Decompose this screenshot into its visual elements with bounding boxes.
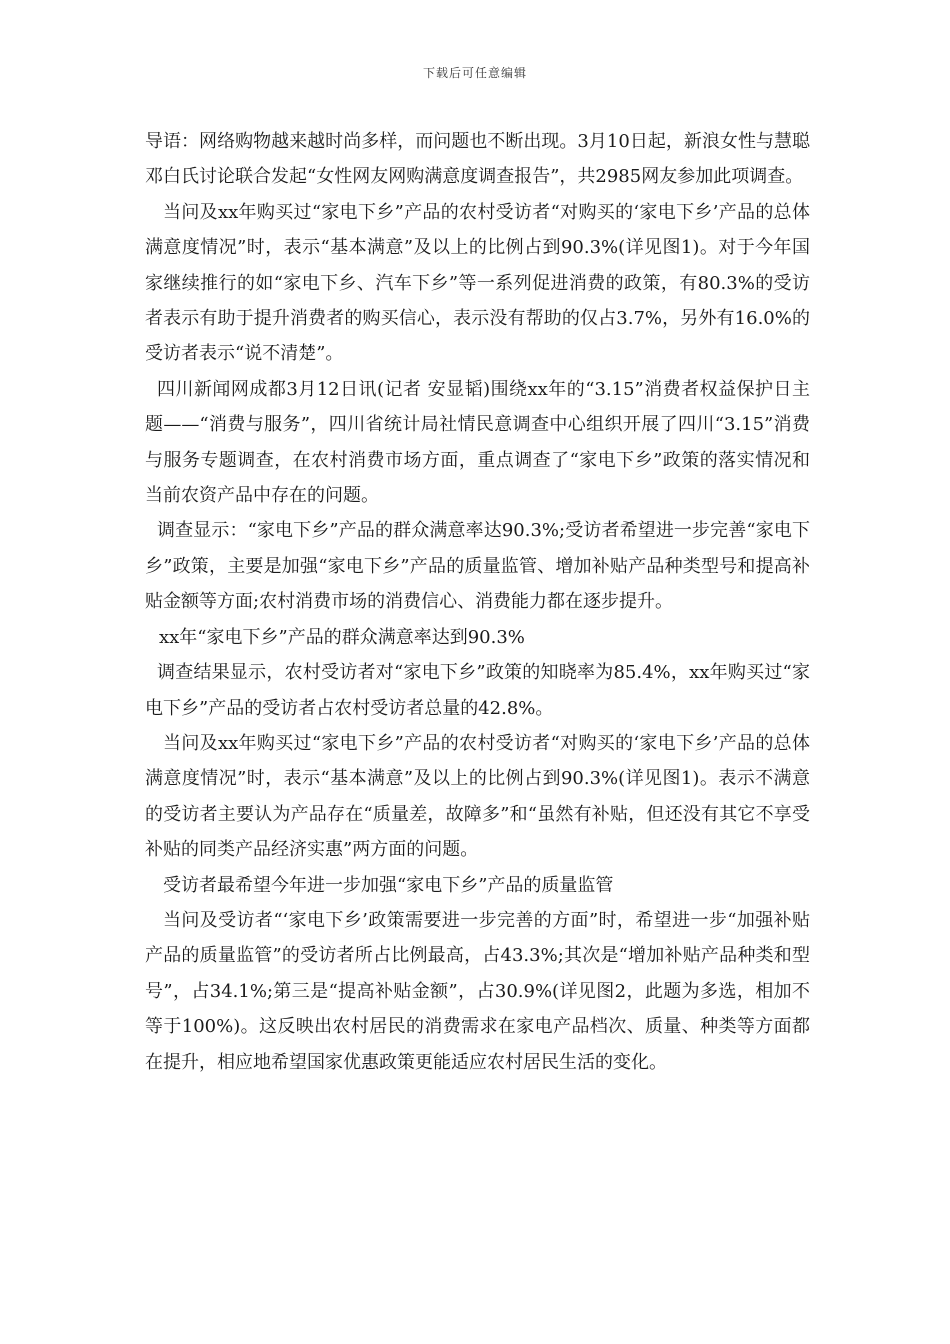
paragraph-policy-improvement: 当问及受访者“‘家电下乡’政策需要进一步完善的方面”时，希望进一步“加强补贴产品的质量监管”的受访者所占比例最高，占43.3%;其次是“增加补贴产品种类和型号”，占34.1%;第三是“提高补贴金额”，占30.9%(详见图2，此题为多选，相加不等于100%)。这反映出农村居民的消费需求在家电产品档次、质量、种类等方面都在提升，相应地希望国家优惠政策更能适应农村居民生活的变化。 <box>145 909 810 1073</box>
paragraph-awareness-rate: 调查结果显示，农村受访者对“家电下乡”政策的知晓率为85.4%，xx年购买过“家电下乡”产品的受访者占农村受访者总量的42.8%。 <box>145 662 810 719</box>
paragraph-survey-results: 调查显示：“家电下乡”产品的群众满意率达90.3%;受访者希望进一步完善“家电下乡”政策，主要是加强“家电下乡”产品的质量监管、增加补贴产品种类型号和提高补贴金额等方面;农村消费市场的消费信心、消费能力都在逐步提升。 <box>145 520 810 613</box>
section-heading-quality-supervision: 受访者最希望今年进一步加强“家电下乡”产品的质量监管 <box>163 874 614 896</box>
document-body <box>145 124 810 1080</box>
paragraph-satisfaction-survey: 当问及xx年购买过“家电下乡”产品的农村受访者“对购买的‘家电下乡’产品的总体满意度情况”时，表示“基本满意”及以上的比例占到90.3%(详见图1)。对于今年国家继续推行的如“家电下乡、汽车下乡”等一系列促进消费的政策，有80.3%的受访者表示有助于提升消费者的购买信心，表示没有帮助的仅占3.7%，另外有16.0%的受访者表示“说不清楚”。 <box>145 201 810 365</box>
page-header: 下载后可任意编辑 <box>422 66 527 80</box>
paragraph-sichuan-news: 四川新闻网成都3月12日讯(记者 安显韬)围绕xx年的“3.15”消费者权益保护日主题——“消费与服务”，四川省统计局社情民意调查中心组织开展了四川“3.15”消费与服务专题调查，在农村消费市场方面，重点调查了“家电下乡”政策的落实情况和当前农资产品中存在的问题。 <box>145 378 810 507</box>
paragraph-dissatisfaction: 当问及xx年购买过“家电下乡”产品的农村受访者“对购买的‘家电下乡’产品的总体满意度情况”时，表示“基本满意”及以上的比例占到90.3%(详见图1)。表示不满意的受访者主要认为产品存在“质量差，故障多”和“虽然有补贴，但还没有其它不享受补贴的同类产品经济实惠”两方面的问题。 <box>145 732 810 861</box>
paragraph-intro: 导语：网络购物越来越时尚多样，而问题也不断出现。3月10日起，新浪女性与慧聪邓白氏讨论联合发起“女性网友网购满意度调查报告”，共2985网友参加此项调查。 <box>145 131 810 188</box>
section-heading-satisfaction-rate: xx年“家电下乡”产品的群众满意率达到90.3% <box>159 626 525 648</box>
